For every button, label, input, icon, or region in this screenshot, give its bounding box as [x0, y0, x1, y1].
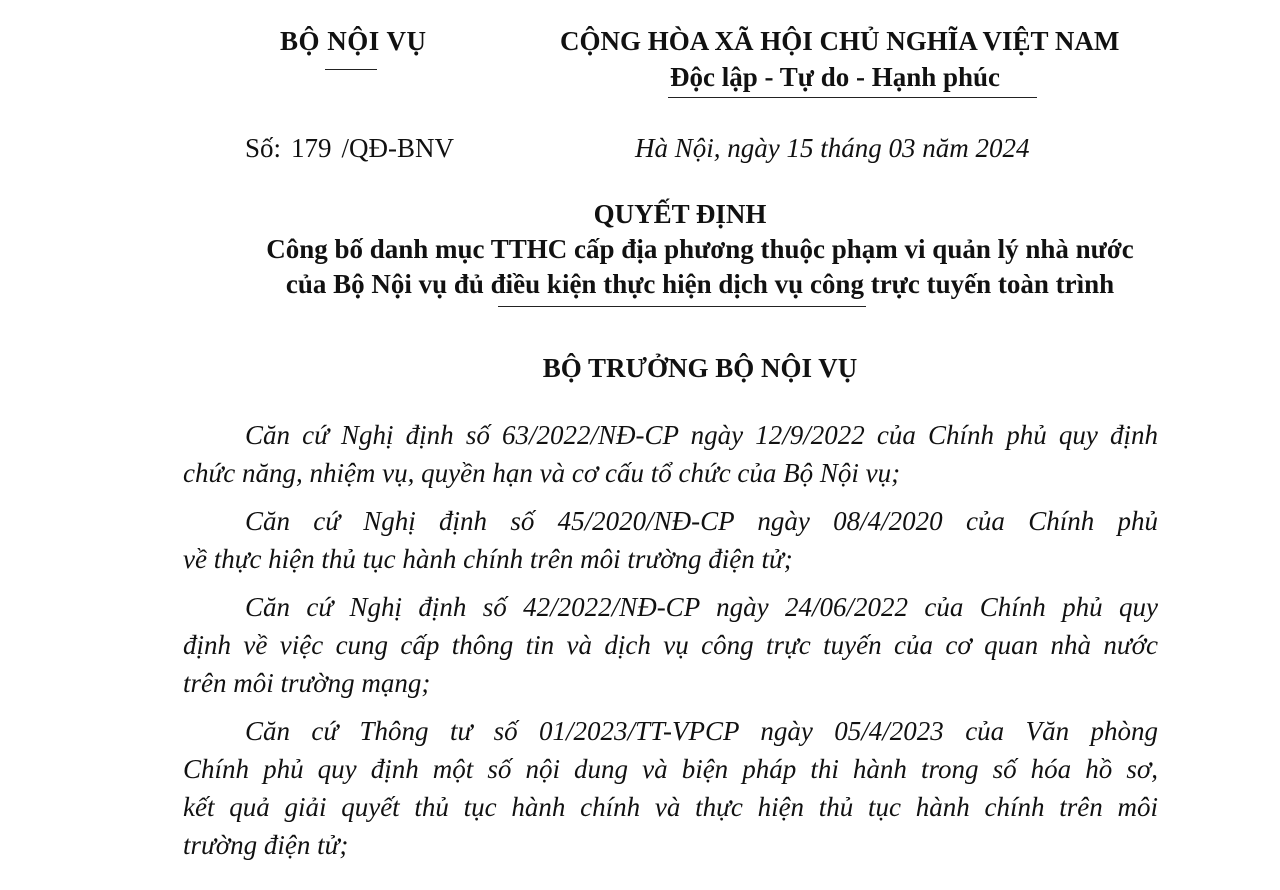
paragraph-line: Căn cứ Nghị định số 45/2020/NĐ-CP ngày 08/4/2020 của Chính phủ [245, 506, 1158, 536]
decision-subtitle-line-2: của Bộ Nội vụ đủ điều kiện thực hiện dịch vụ công trực tuyến toàn trình [285, 269, 1115, 299]
doc-number-suffix: /QĐ-BNV [341, 133, 455, 163]
signer-title: BỘ TRƯỞNG BỘ NỘI VỤ [542, 353, 858, 383]
legal-basis-paragraph [183, 588, 1158, 702]
legal-basis-body [183, 416, 1158, 874]
paragraph-line: chức năng, nhiệm vụ, quyền hạn và cơ cấu tổ chức của Bộ Nội vụ; [183, 458, 901, 488]
paragraph-line: kết quả giải quyết thủ tục hành chính và thực hiện thủ tục hành chính trên môi [183, 792, 1158, 822]
national-title: CỘNG HÒA XÃ HỘI CHỦ NGHĨA VIỆT NAM [560, 26, 1120, 56]
motto-underline [668, 97, 1037, 98]
agency-underline [325, 69, 377, 70]
legal-basis-paragraph [183, 416, 1158, 492]
decision-subtitle-line-1: Công bố danh mục TTHC cấp địa phương thuộc phạm vi quản lý nhà nước [266, 234, 1134, 264]
doc-number-value: 179 [291, 133, 332, 163]
paragraph-line: về thực hiện thủ tục hành chính trên môi trường điện tử; [183, 544, 793, 574]
doc-number-prefix: Số: [245, 133, 282, 163]
paragraph-line: trường điện tử; [183, 830, 349, 860]
paragraph-line: Căn cứ Thông tư số 01/2023/TT-VPCP ngày 05/4/2023 của Văn phòng [245, 716, 1158, 746]
paragraph-line: Chính phủ quy định một số nội dung và biện pháp thi hành trong số hóa hồ sơ, [183, 754, 1158, 784]
paragraph-line: định về việc cung cấp thông tin và dịch vụ công trực tuyến của cơ quan nhà nước [183, 630, 1158, 660]
legal-basis-paragraph [183, 712, 1158, 864]
document-number [245, 133, 454, 164]
paragraph-line: Căn cứ Nghị định số 63/2022/NĐ-CP ngày 12/9/2022 của Chính phủ quy định [245, 420, 1158, 450]
issuing-agency: BỘ NỘI VỤ [280, 26, 427, 56]
decision-title: QUYẾT ĐỊNH [593, 199, 767, 229]
legal-basis-paragraph [183, 502, 1158, 578]
issue-date: Hà Nội, ngày 15 tháng 03 năm 2024 [635, 133, 1030, 163]
subtitle-underline [498, 306, 866, 307]
paragraph-line: Căn cứ Nghị định số 42/2022/NĐ-CP ngày 24/06/2022 của Chính phủ quy [245, 592, 1158, 622]
paragraph-line: trên môi trường mạng; [183, 668, 431, 698]
national-motto: Độc lập - Tự do - Hạnh phúc [670, 62, 1001, 92]
